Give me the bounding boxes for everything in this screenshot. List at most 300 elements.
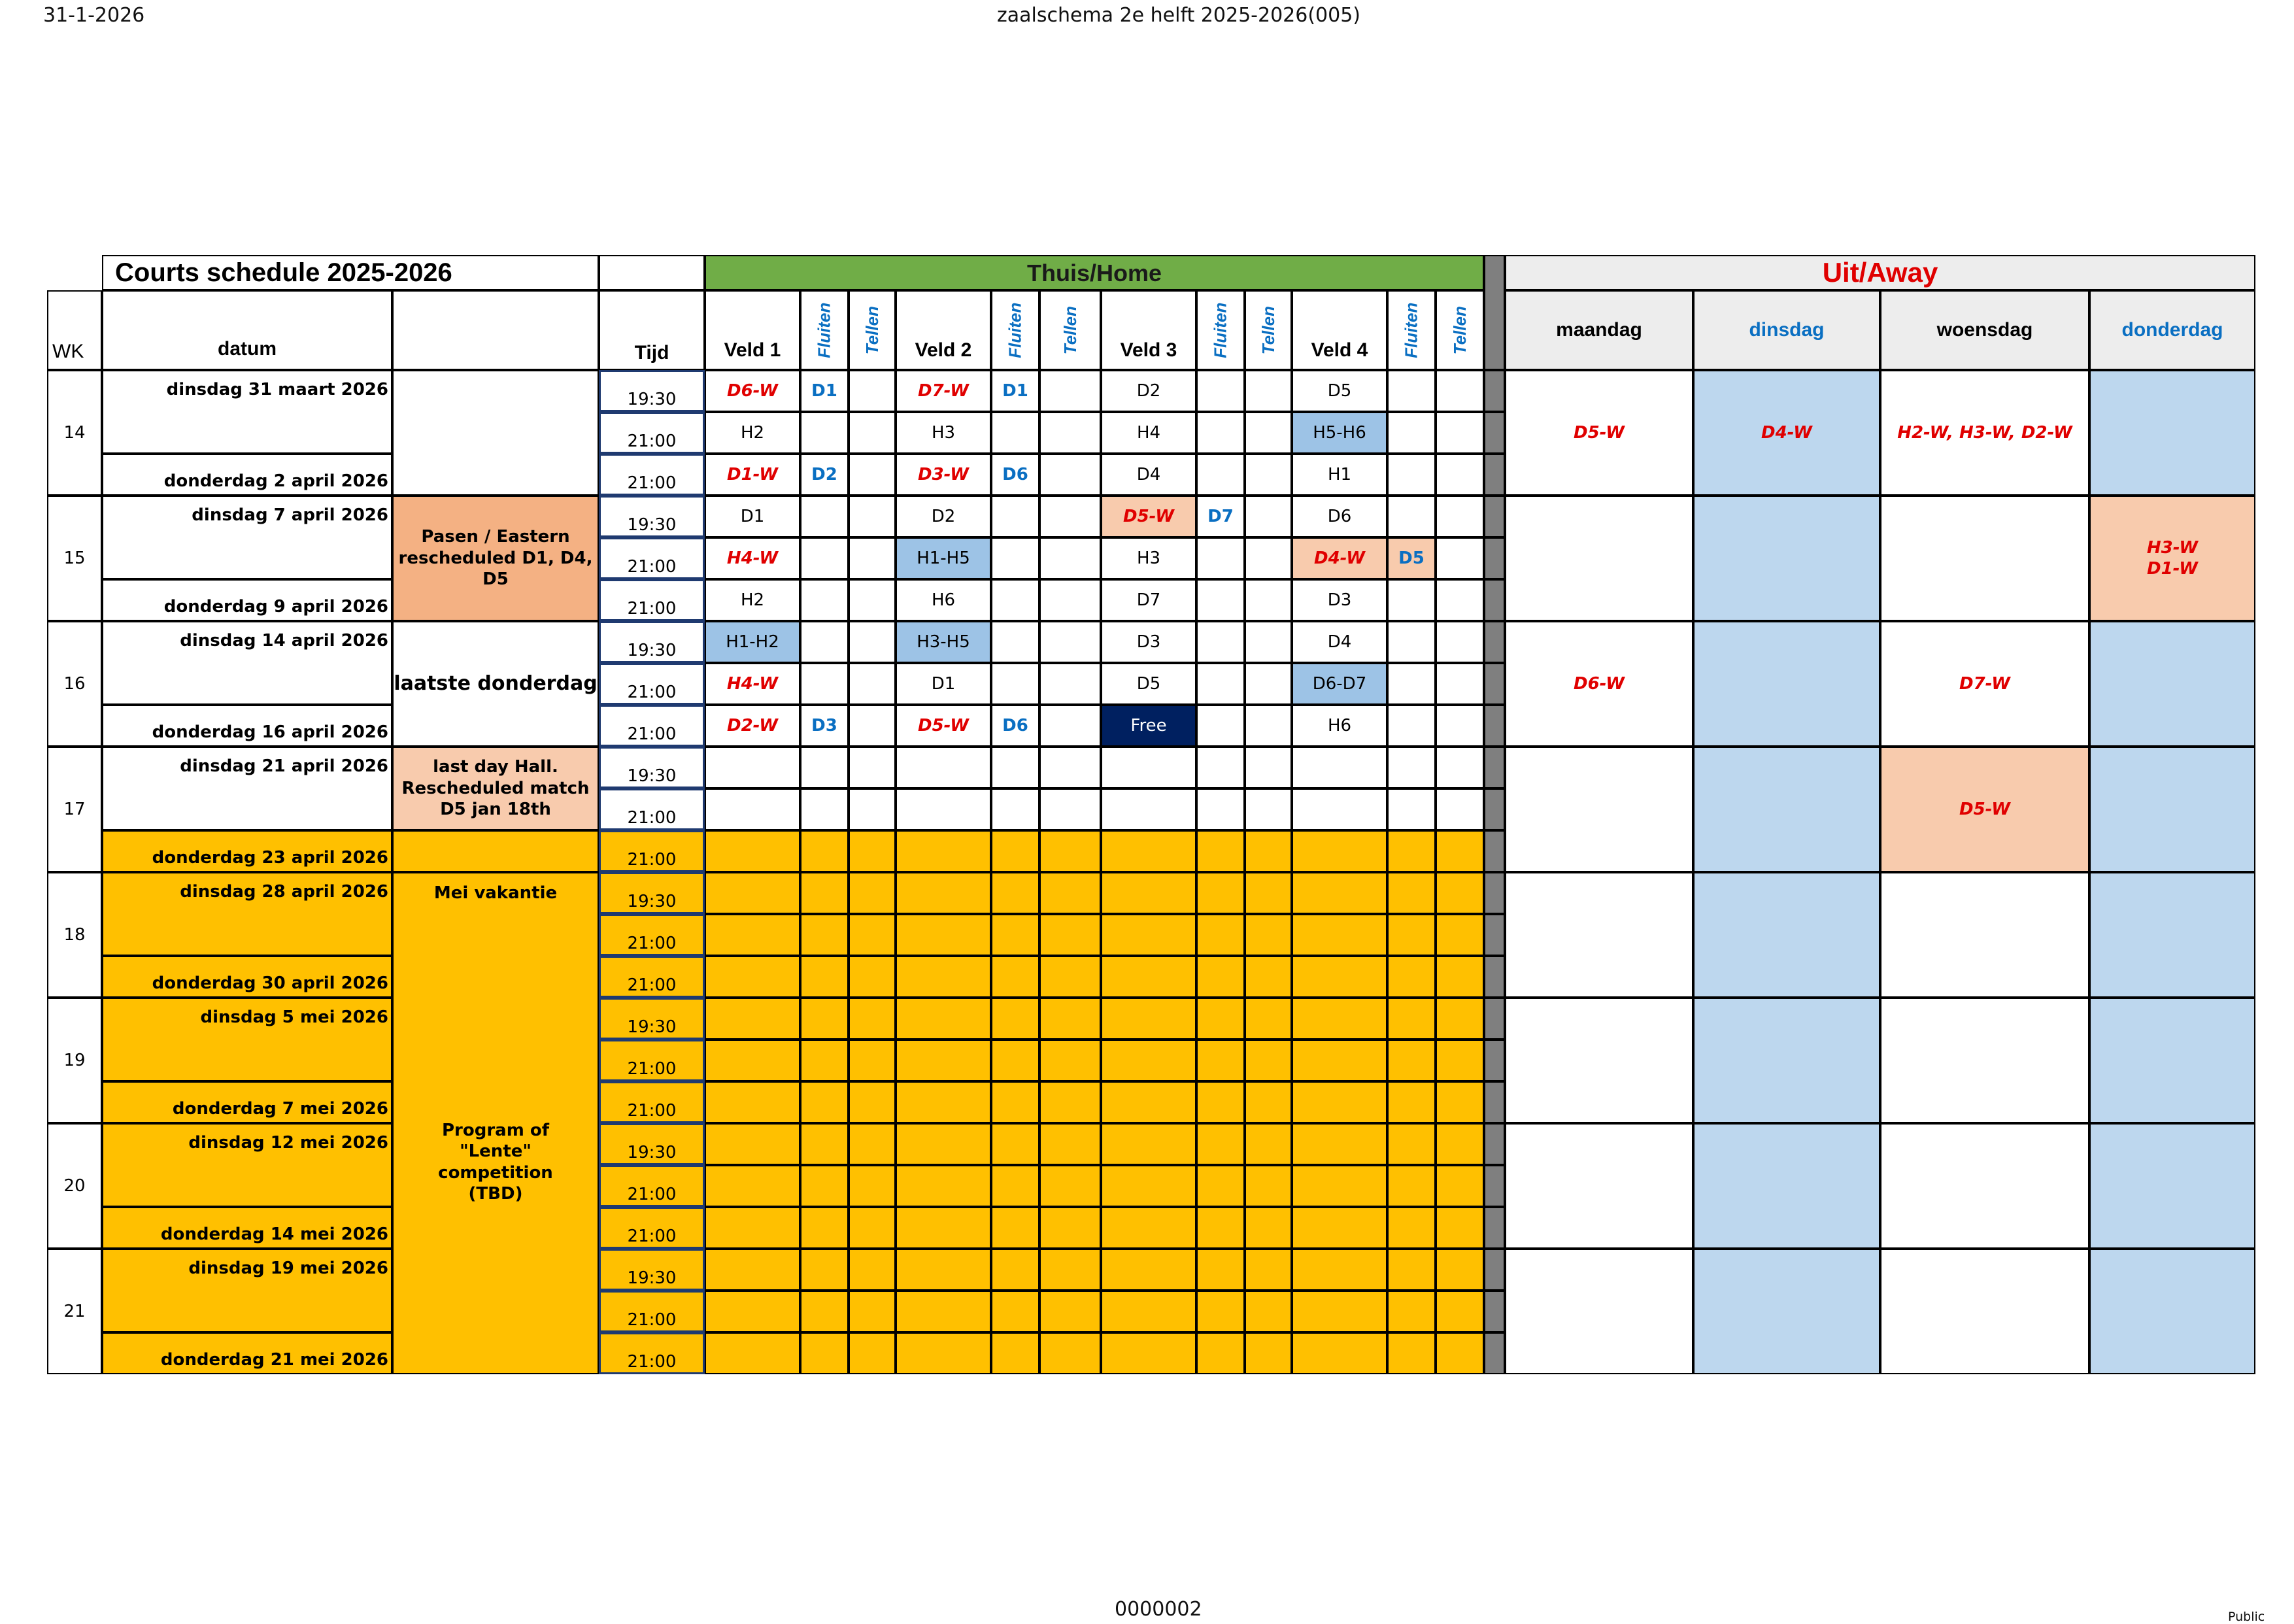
date-cell: donderdag 2 april 2026	[102, 454, 392, 496]
court-4-referee	[1387, 956, 1436, 998]
court-4-referee	[1387, 1332, 1436, 1374]
separator-column	[1484, 1040, 1505, 1081]
court-1-scorer	[849, 872, 896, 914]
court-1-referee	[800, 1040, 849, 1081]
court-4-scorer	[1436, 412, 1484, 454]
court-4-slot: D4	[1292, 621, 1387, 663]
separator-column	[1484, 956, 1505, 998]
court-2-slot: D5-W	[896, 705, 991, 747]
court-4-slot	[1292, 747, 1387, 788]
classification-label: Public	[2228, 1610, 2265, 1624]
court-3-scorer	[1245, 872, 1292, 914]
court-2-scorer	[1039, 1081, 1101, 1123]
away-donderdag	[2089, 1249, 2255, 1374]
title-spacer	[599, 255, 705, 290]
date-cell: donderdag 16 april 2026	[102, 705, 392, 747]
court-4-slot	[1292, 998, 1387, 1040]
court-1-slot	[705, 1207, 800, 1249]
court-4-slot: D5	[1292, 370, 1387, 412]
court-4-referee	[1387, 914, 1436, 956]
date-cell: dinsdag 28 april 2026	[102, 872, 392, 956]
court-2-scorer	[1039, 998, 1101, 1040]
week-number: 15	[47, 496, 102, 621]
court-4-referee	[1387, 998, 1436, 1040]
court-1-slot	[705, 830, 800, 872]
court-2-slot	[896, 830, 991, 872]
court-4-referee	[1387, 705, 1436, 747]
away-maandag	[1505, 496, 1693, 621]
court-3-scorer	[1245, 1123, 1292, 1165]
court-2-slot	[896, 998, 991, 1040]
court-2-scorer	[1039, 1123, 1101, 1165]
away-donderdag	[2089, 747, 2255, 872]
away-dinsdag: D4-W	[1693, 370, 1880, 496]
court-2-slot	[896, 1207, 991, 1249]
court-3-slot	[1101, 1165, 1196, 1207]
court-1-slot	[705, 1332, 800, 1374]
court-1-referee	[800, 914, 849, 956]
court-2-slot	[896, 1249, 991, 1291]
separator-column	[1484, 412, 1505, 454]
court-1-referee	[800, 998, 849, 1040]
column-header-fluiten-2	[991, 290, 1039, 370]
court-1-referee: D2	[800, 454, 849, 496]
court-1-scorer	[849, 1207, 896, 1249]
court-1-referee	[800, 537, 849, 579]
court-1-scorer	[849, 788, 896, 830]
court-2-referee	[991, 663, 1039, 705]
court-1-slot: D2-W	[705, 705, 800, 747]
court-4-referee	[1387, 621, 1436, 663]
court-2-scorer	[1039, 956, 1101, 998]
court-2-scorer	[1039, 872, 1101, 914]
column-header-fluiten-2-text: Fluiten	[1005, 302, 1025, 358]
court-2-scorer	[1039, 914, 1101, 956]
separator-column	[1484, 1332, 1505, 1374]
court-4-scorer	[1436, 998, 1484, 1040]
court-1-scorer	[849, 1165, 896, 1207]
schedule-title: Courts schedule 2025-2026	[102, 255, 599, 290]
separator-column	[1484, 830, 1505, 872]
court-2-scorer	[1039, 621, 1101, 663]
court-2-slot	[896, 956, 991, 998]
court-4-slot	[1292, 914, 1387, 956]
court-2-slot	[896, 747, 991, 788]
court-4-scorer	[1436, 872, 1484, 914]
note-lente-competition: Program of "Lente" competition (TBD)	[438, 1120, 553, 1204]
court-1-referee	[800, 956, 849, 998]
court-1-scorer	[849, 747, 896, 788]
court-1-slot: H2	[705, 579, 800, 621]
court-2-referee	[991, 1207, 1039, 1249]
court-1-scorer	[849, 1123, 896, 1165]
court-1-scorer	[849, 998, 896, 1040]
court-1-slot	[705, 747, 800, 788]
court-4-scorer	[1436, 1332, 1484, 1374]
away-maandag: D5-W	[1505, 370, 1693, 496]
column-header-veld-3: Veld 3	[1101, 290, 1196, 370]
court-3-scorer	[1245, 1040, 1292, 1081]
away-dinsdag	[1693, 621, 1880, 747]
note-mei-vakantie: Mei vakantie	[433, 883, 558, 903]
court-3-scorer	[1245, 579, 1292, 621]
column-header-tellen-4-text: Tellen	[1449, 305, 1470, 355]
court-4-slot	[1292, 1249, 1387, 1291]
away-woensdag: D5-W	[1880, 747, 2089, 872]
court-2-scorer	[1039, 537, 1101, 579]
court-3-scorer	[1245, 1165, 1292, 1207]
page-code: 0000002	[1115, 1598, 1202, 1621]
court-4-scorer	[1436, 705, 1484, 747]
away-dinsdag	[1693, 1123, 1880, 1249]
away-woensdag	[1880, 496, 2089, 621]
court-3-scorer	[1245, 370, 1292, 412]
court-1-scorer	[849, 1081, 896, 1123]
court-3-scorer	[1245, 914, 1292, 956]
court-4-scorer	[1436, 1291, 1484, 1332]
court-4-slot: D3	[1292, 579, 1387, 621]
court-4-slot: H5-H6	[1292, 412, 1387, 454]
week-number: 18	[47, 872, 102, 998]
date-cell: dinsdag 12 mei 2026	[102, 1123, 392, 1207]
column-header-tellen-1-text: Tellen	[862, 305, 882, 355]
column-header-tellen-3-text: Tellen	[1258, 305, 1278, 355]
separator-column	[1484, 872, 1505, 914]
court-3-referee	[1196, 1207, 1245, 1249]
court-4-scorer	[1436, 788, 1484, 830]
court-1-referee	[800, 872, 849, 914]
court-2-referee	[991, 1249, 1039, 1291]
court-2-slot	[896, 914, 991, 956]
court-1-scorer	[849, 1249, 896, 1291]
court-3-slot	[1101, 1207, 1196, 1249]
court-4-referee	[1387, 1165, 1436, 1207]
court-1-slot: H1-H2	[705, 621, 800, 663]
date-cell: donderdag 7 mei 2026	[102, 1081, 392, 1123]
court-1-slot	[705, 998, 800, 1040]
court-3-scorer	[1245, 1249, 1292, 1291]
court-4-scorer	[1436, 663, 1484, 705]
corner-blank	[47, 255, 102, 290]
time-cell: 21:00	[599, 705, 705, 747]
court-1-scorer	[849, 537, 896, 579]
time-cell: 21:00	[599, 956, 705, 998]
court-3-scorer	[1245, 663, 1292, 705]
court-2-referee	[991, 621, 1039, 663]
date-cell: donderdag 23 april 2026	[102, 830, 392, 872]
away-woensdag	[1880, 872, 2089, 998]
court-3-referee: D7	[1196, 496, 1245, 537]
separator-column	[1484, 1291, 1505, 1332]
time-cell: 21:00	[599, 537, 705, 579]
court-2-scorer	[1039, 1165, 1101, 1207]
court-4-referee	[1387, 454, 1436, 496]
away-dinsdag	[1693, 998, 1880, 1123]
court-1-slot: D1	[705, 496, 800, 537]
court-4-referee	[1387, 1081, 1436, 1123]
away-woensdag	[1880, 1249, 2089, 1374]
court-4-scorer	[1436, 830, 1484, 872]
court-4-referee	[1387, 1207, 1436, 1249]
court-1-slot	[705, 872, 800, 914]
court-3-scorer	[1245, 830, 1292, 872]
court-1-scorer	[849, 412, 896, 454]
column-header-veld-1: Veld 1	[705, 290, 800, 370]
court-2-scorer	[1039, 705, 1101, 747]
away-dinsdag	[1693, 1249, 1880, 1374]
court-1-scorer	[849, 1291, 896, 1332]
court-1-scorer	[849, 370, 896, 412]
court-2-slot	[896, 1332, 991, 1374]
court-3-referee	[1196, 1165, 1245, 1207]
court-3-slot	[1101, 747, 1196, 788]
court-1-scorer	[849, 454, 896, 496]
time-cell: 21:00	[599, 1332, 705, 1374]
court-2-slot: D2	[896, 496, 991, 537]
court-3-slot	[1101, 1249, 1196, 1291]
court-1-slot	[705, 1291, 800, 1332]
separator-column	[1484, 788, 1505, 830]
court-2-scorer	[1039, 830, 1101, 872]
column-header-fluiten-3	[1196, 290, 1245, 370]
time-cell: 21:00	[599, 1291, 705, 1332]
away-maandag	[1505, 1123, 1693, 1249]
away-dinsdag	[1693, 872, 1880, 998]
court-1-slot: H4-W	[705, 537, 800, 579]
court-2-slot: H3	[896, 412, 991, 454]
court-3-scorer	[1245, 788, 1292, 830]
court-2-referee	[991, 914, 1039, 956]
away-header: Uit/Away	[1505, 255, 2255, 290]
court-3-scorer	[1245, 454, 1292, 496]
court-1-slot	[705, 1249, 800, 1291]
court-3-scorer	[1245, 705, 1292, 747]
court-1-referee	[800, 1165, 849, 1207]
separator-column	[1484, 705, 1505, 747]
court-2-slot	[896, 1291, 991, 1332]
column-header-tellen-4	[1436, 290, 1484, 370]
note-easter: Pasen / Eastern rescheduled D1, D4, D5	[392, 496, 599, 621]
separator-column	[1484, 537, 1505, 579]
separator-column	[1484, 496, 1505, 537]
time-cell: 21:00	[599, 1040, 705, 1081]
court-3-slot: D4	[1101, 454, 1196, 496]
court-2-slot	[896, 872, 991, 914]
court-1-slot	[705, 1123, 800, 1165]
court-2-referee	[991, 1165, 1039, 1207]
court-4-slot	[1292, 1207, 1387, 1249]
week-number: 17	[47, 747, 102, 872]
court-3-referee	[1196, 537, 1245, 579]
court-1-slot: D6-W	[705, 370, 800, 412]
away-woensdag: H2-W, H3-W, D2-W	[1880, 370, 2089, 496]
court-3-scorer	[1245, 496, 1292, 537]
court-1-scorer	[849, 705, 896, 747]
separator-column	[1484, 370, 1505, 412]
court-1-scorer	[849, 914, 896, 956]
note-week-14	[392, 370, 599, 496]
date-cell: donderdag 9 april 2026	[102, 579, 392, 621]
court-4-slot: H6	[1292, 705, 1387, 747]
court-1-slot	[705, 1040, 800, 1081]
court-4-scorer	[1436, 1165, 1484, 1207]
court-4-slot	[1292, 1123, 1387, 1165]
court-2-slot: D1	[896, 663, 991, 705]
court-2-scorer	[1039, 1040, 1101, 1081]
court-2-referee	[991, 496, 1039, 537]
court-4-scorer	[1436, 956, 1484, 998]
week-number: 20	[47, 1123, 102, 1249]
court-3-referee	[1196, 747, 1245, 788]
court-2-referee: D6	[991, 705, 1039, 747]
date-cell: donderdag 14 mei 2026	[102, 1207, 392, 1249]
column-header-tellen-1	[849, 290, 896, 370]
note-spring-program	[392, 872, 599, 1374]
court-4-slot: D6-D7	[1292, 663, 1387, 705]
note-last-day-hall: last day Hall. Rescheduled match D5 jan 18th	[392, 747, 599, 830]
week-number: 19	[47, 998, 102, 1123]
court-3-referee	[1196, 830, 1245, 872]
court-3-slot	[1101, 998, 1196, 1040]
date-cell: donderdag 21 mei 2026	[102, 1332, 392, 1374]
separator-column	[1484, 914, 1505, 956]
court-4-slot: H1	[1292, 454, 1387, 496]
court-2-scorer	[1039, 412, 1101, 454]
column-header-fluiten-3-text: Fluiten	[1210, 302, 1230, 358]
date-cell: dinsdag 21 april 2026	[102, 747, 392, 830]
court-1-referee	[800, 1081, 849, 1123]
court-4-referee	[1387, 1123, 1436, 1165]
column-header-fluiten-4	[1387, 290, 1436, 370]
column-header-veld-2: Veld 2	[896, 290, 991, 370]
court-2-scorer	[1039, 663, 1101, 705]
court-2-referee	[991, 1291, 1039, 1332]
court-4-slot	[1292, 1291, 1387, 1332]
court-1-referee	[800, 663, 849, 705]
court-2-referee	[991, 537, 1039, 579]
court-1-referee	[800, 1123, 849, 1165]
time-cell: 21:00	[599, 1081, 705, 1123]
separator-column	[1484, 1123, 1505, 1165]
away-maandag	[1505, 1249, 1693, 1374]
column-header-dinsdag: dinsdag	[1693, 290, 1880, 370]
court-2-referee	[991, 1081, 1039, 1123]
away-maandag	[1505, 747, 1693, 872]
court-2-slot	[896, 1123, 991, 1165]
court-2-referee	[991, 412, 1039, 454]
separator-column	[1484, 998, 1505, 1040]
time-cell: 21:00	[599, 914, 705, 956]
separator-column	[1484, 663, 1505, 705]
court-3-slot	[1101, 1040, 1196, 1081]
court-3-referee	[1196, 412, 1245, 454]
date-cell: donderdag 30 april 2026	[102, 956, 392, 998]
court-2-slot	[896, 1081, 991, 1123]
court-4-slot	[1292, 1040, 1387, 1081]
court-2-referee: D6	[991, 454, 1039, 496]
court-4-referee: D5	[1387, 537, 1436, 579]
court-1-slot	[705, 788, 800, 830]
court-2-scorer	[1039, 579, 1101, 621]
time-cell: 19:30	[599, 872, 705, 914]
separator-column	[1484, 1165, 1505, 1207]
column-header-datum: datum	[102, 290, 392, 370]
court-1-scorer	[849, 621, 896, 663]
court-3-referee	[1196, 872, 1245, 914]
court-3-referee	[1196, 1040, 1245, 1081]
document-filename: zaalschema 2e helft 2025-2026(005)	[997, 4, 1360, 27]
court-3-scorer	[1245, 1291, 1292, 1332]
court-1-referee	[800, 412, 849, 454]
court-4-scorer	[1436, 914, 1484, 956]
court-1-referee	[800, 1332, 849, 1374]
court-1-scorer	[849, 579, 896, 621]
court-1-slot: H4-W	[705, 663, 800, 705]
court-2-slot: H6	[896, 579, 991, 621]
court-3-scorer	[1245, 956, 1292, 998]
away-donderdag	[2089, 872, 2255, 998]
court-3-slot	[1101, 1123, 1196, 1165]
time-cell: 21:00	[599, 412, 705, 454]
court-1-referee	[800, 830, 849, 872]
column-header-note	[392, 290, 599, 370]
court-4-slot: D6	[1292, 496, 1387, 537]
court-4-scorer	[1436, 1040, 1484, 1081]
column-header-tijd: Tijd	[599, 290, 705, 370]
time-cell: 19:30	[599, 1249, 705, 1291]
time-cell: 21:00	[599, 830, 705, 872]
court-3-referee	[1196, 1291, 1245, 1332]
court-1-slot: D1-W	[705, 454, 800, 496]
court-2-referee	[991, 747, 1039, 788]
court-4-referee	[1387, 496, 1436, 537]
time-cell: 19:30	[599, 1123, 705, 1165]
court-3-slot: D7	[1101, 579, 1196, 621]
column-header-veld-4: Veld 4	[1292, 290, 1387, 370]
court-3-referee	[1196, 1081, 1245, 1123]
time-cell: 19:30	[599, 621, 705, 663]
court-4-scorer	[1436, 747, 1484, 788]
court-4-scorer	[1436, 1123, 1484, 1165]
court-4-scorer	[1436, 621, 1484, 663]
court-2-slot: H3-H5	[896, 621, 991, 663]
column-header-maandag: maandag	[1505, 290, 1693, 370]
time-cell: 21:00	[599, 579, 705, 621]
court-4-scorer	[1436, 1081, 1484, 1123]
court-2-referee	[991, 1040, 1039, 1081]
court-1-slot	[705, 956, 800, 998]
away-maandag	[1505, 872, 1693, 998]
court-3-scorer	[1245, 1081, 1292, 1123]
court-1-referee	[800, 1207, 849, 1249]
column-header-tellen-3	[1245, 290, 1292, 370]
court-1-referee	[800, 1249, 849, 1291]
court-3-referee	[1196, 705, 1245, 747]
away-woensdag	[1880, 998, 2089, 1123]
court-2-referee	[991, 579, 1039, 621]
away-maandag	[1505, 998, 1693, 1123]
time-cell: 21:00	[599, 454, 705, 496]
court-3-scorer	[1245, 537, 1292, 579]
court-3-referee	[1196, 1332, 1245, 1374]
court-3-referee	[1196, 998, 1245, 1040]
court-3-referee	[1196, 454, 1245, 496]
court-3-slot	[1101, 914, 1196, 956]
time-cell: 19:30	[599, 998, 705, 1040]
court-4-scorer	[1436, 496, 1484, 537]
court-3-referee	[1196, 579, 1245, 621]
away-donderdag: H3-W D1-W	[2089, 496, 2255, 621]
